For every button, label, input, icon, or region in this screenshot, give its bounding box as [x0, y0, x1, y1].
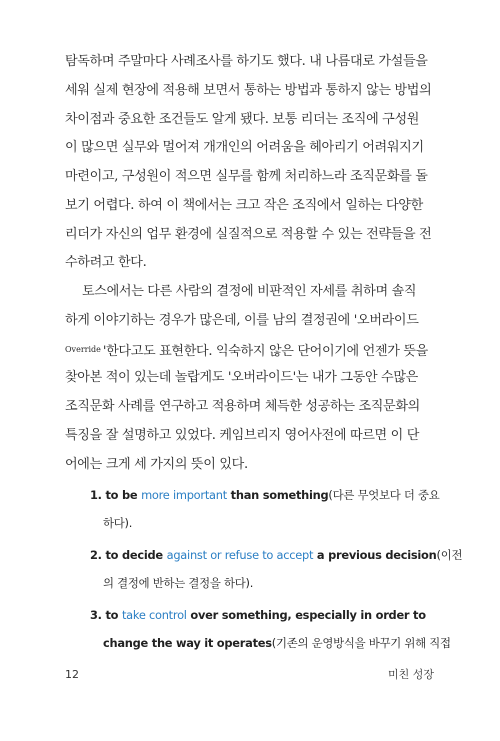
item-text: 1. to be [90, 488, 142, 502]
text-line: 보기 어렵다. 하여 이 책에서는 크고 작은 조직에서 일하는 다양한 [65, 197, 423, 213]
body-paragraph-1 [65, 48, 437, 278]
page-number: 12 [65, 668, 79, 681]
text-line: 리더가 자신의 업무 환경에 실질적으로 적용할 수 있는 전략들을 전 [65, 226, 432, 242]
text-line: 마련이고, 구성원이 적으면 실무를 함께 처리하느라 조직문화를 돌 [65, 169, 428, 184]
text-line: 토스에서는 다른 사람의 결정에 비판적인 자세를 취하며 솔직 [82, 284, 417, 299]
item-text: over something, especially in order to [186, 608, 426, 622]
book-title: 미친 성장 [387, 668, 434, 681]
item-text: 2. to decide [90, 548, 167, 562]
text-line: 이 많으면 실무와 멀어져 개개인의 어려움을 헤아리기 어려워지기 [65, 140, 424, 156]
highlighted-phrase: take control [121, 608, 187, 622]
definition-list [90, 481, 463, 657]
korean-gloss: 의 결정에 반하는 결정을 하다). [103, 576, 254, 590]
text-line: 세워 실제 현장에 적용해 보면서 통하는 방법과 통하지 않는 방법의 [65, 82, 432, 98]
text-line: 차이점과 중요한 조건들도 알게 됐다. 보통 리더는 조직에 구성원 [65, 111, 420, 127]
korean-gloss: 하다). [103, 516, 133, 530]
text-line: 어에는 크게 세 가지의 뜻이 있다. [65, 456, 248, 472]
text-line: 특징을 잘 설명하고 있었다. 케임브리지 영어사전에 따르면 이 단 [65, 427, 420, 443]
text-line: 하게 이야기하는 경우가 많은데, 이를 남의 결정권에 '오버라이드 [65, 312, 419, 328]
text-line: 조직문화 사례를 연구하고 적용하며 체득한 성공하는 조직문화의 [65, 399, 420, 414]
text-line-content: '한다고도 표현한다. 익숙하지 않은 단어이기에 언젠가 뜻을 [102, 343, 428, 359]
text-line: 탐독하며 주말마다 사례조사를 하기도 했다. 내 나름대로 가설들을 [65, 54, 428, 69]
override-superscript: Override [65, 344, 101, 354]
text-line [65, 336, 437, 365]
item-text: change the way it operates [103, 636, 272, 650]
definition-item-1 [90, 481, 440, 537]
item-text: 3. to [90, 608, 122, 622]
definition-item-2 [90, 541, 463, 597]
highlighted-phrase: against or refuse to accept [166, 548, 314, 562]
korean-gloss: (다른 무엇보다 더 중요 [328, 488, 440, 502]
korean-gloss: (이전 [436, 548, 463, 562]
text-line: 수하려고 한다. [65, 255, 147, 271]
definition-item-3 [90, 601, 451, 657]
highlighted-phrase: more important [141, 488, 227, 502]
text-line: 찾아본 적이 있는데 놀랍게도 '오버라이드'는 내가 그동안 수많은 [65, 370, 418, 386]
item-text: than something [226, 488, 329, 502]
korean-gloss: (기존의 운영방식을 바꾸기 위해 직접 [271, 636, 451, 650]
body-paragraph-2 [65, 278, 437, 479]
item-text: a previous decision [313, 548, 437, 562]
